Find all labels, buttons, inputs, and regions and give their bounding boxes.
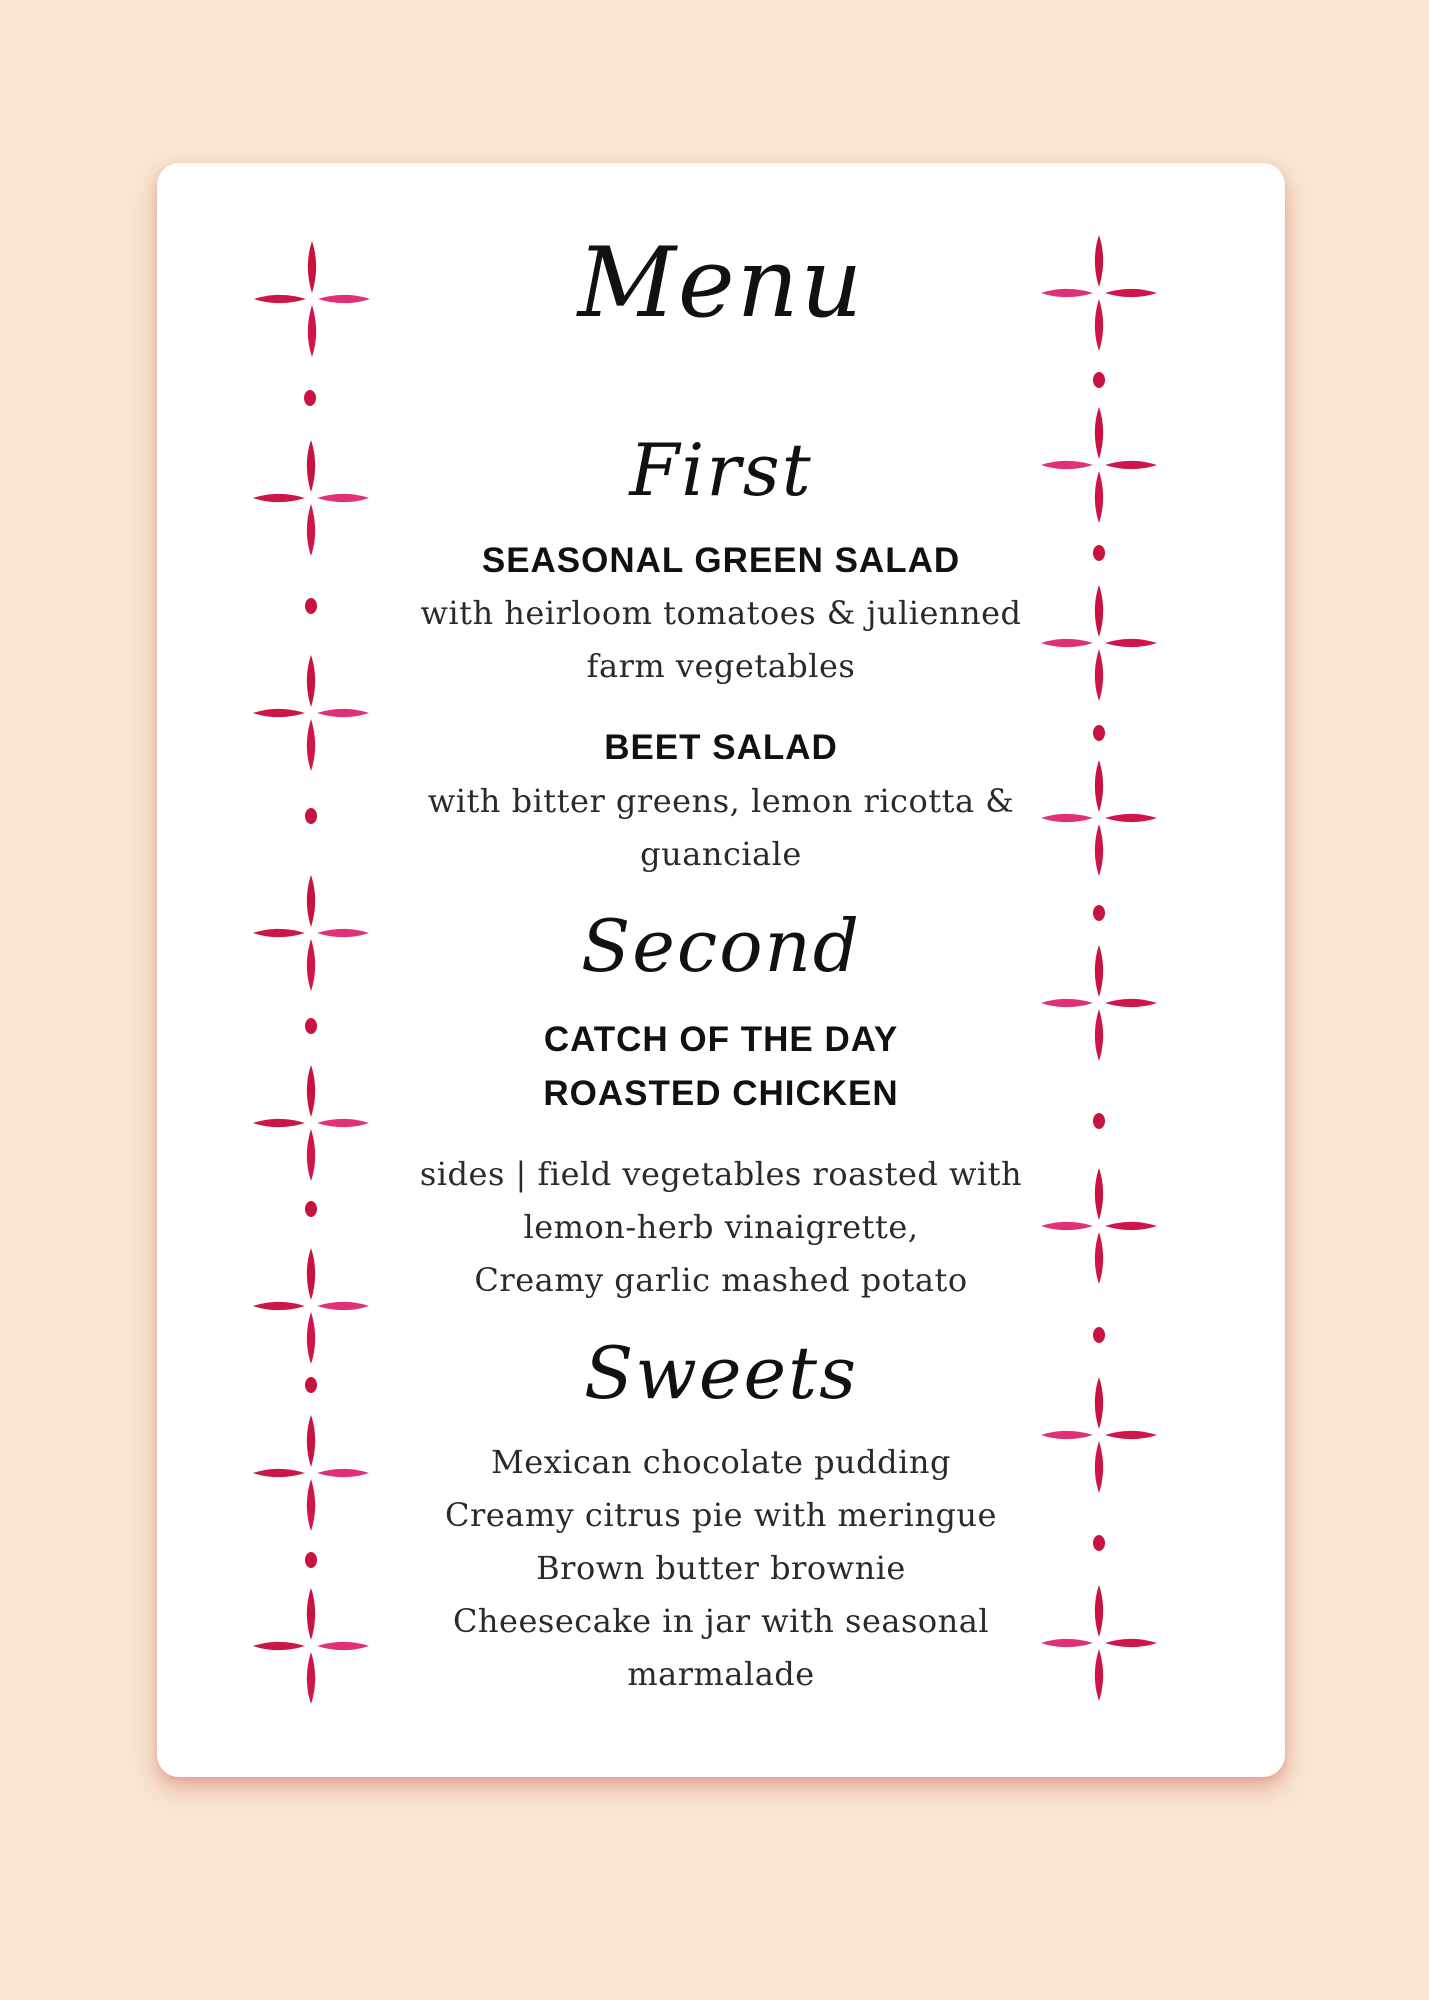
list-item: Creamy citrus pie with meringue (445, 1496, 997, 1534)
dish-roasted-chicken: ROASTED CHICKEN (543, 1074, 899, 1113)
desc-line: guanciale (640, 835, 802, 873)
sweets-list (407, 1436, 1035, 1701)
list-item: Brown butter brownie (536, 1549, 906, 1587)
desc-line: lemon-herb vinaigrette, (523, 1208, 919, 1246)
desc-line: with heirloom tomatoes & julienned (420, 594, 1022, 632)
list-item: Mexican chocolate pudding (491, 1443, 951, 1481)
dish-beet-salad-desc (407, 775, 1035, 881)
sides-desc (407, 1148, 1035, 1307)
list-item: Cheesecake in jar with seasonal (452, 1602, 990, 1640)
dish-beet-salad: BEET SALAD (604, 728, 838, 767)
menu-card (157, 163, 1285, 1777)
dish-catch-of-the-day: CATCH OF THE DAY (543, 1020, 899, 1059)
section-first-heading: First (629, 428, 813, 512)
desc-line: Creamy garlic mashed potato (474, 1261, 968, 1299)
dish-seasonal-green-salad: SEASONAL GREEN SALAD (481, 541, 961, 580)
desc-line: farm vegetables (586, 647, 856, 685)
dish-seasonal-green-salad-desc (407, 587, 1035, 693)
left-floral-border-icon (227, 163, 387, 1777)
menu-title: Menu (577, 227, 865, 339)
desc-line: with bitter greens, lemon ricotta & (427, 782, 1015, 820)
desc-line: sides | field vegetables roasted with (419, 1155, 1023, 1193)
section-sweets-heading: Sweets (583, 1331, 859, 1415)
section-second-heading: Second (580, 904, 862, 988)
list-item: marmalade (627, 1655, 815, 1693)
right-floral-border-icon (1019, 163, 1179, 1777)
